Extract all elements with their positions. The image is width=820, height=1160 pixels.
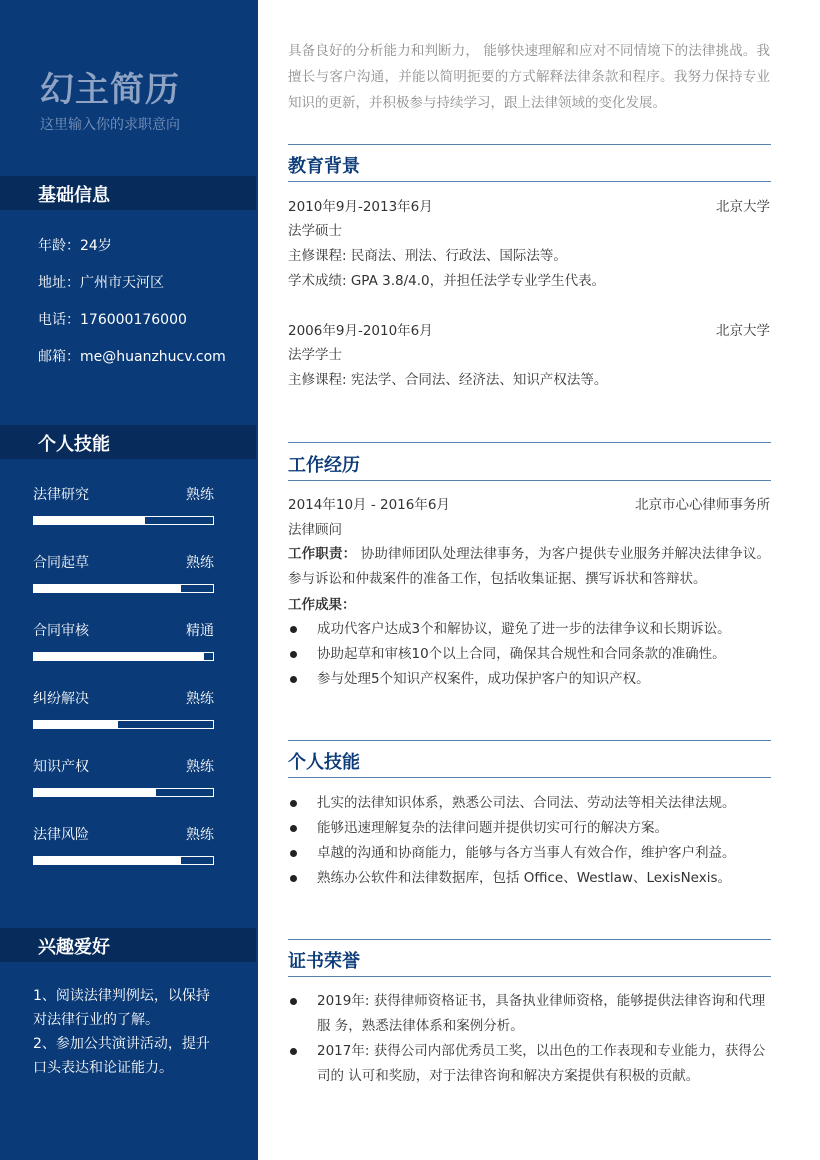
honors-title: 证书荣誉 xyxy=(288,951,360,972)
skill-name: 合同审核 xyxy=(33,623,89,639)
list-item-text: 熟练办公软件和法律数据库，包括 Office、Westlaw、LexisNexis。 xyxy=(317,870,732,886)
info-address: 地址：广州市天河区 xyxy=(38,275,164,291)
list-item-text: 参与处理5个知识产权案件，成功保护客户的知识产权。 xyxy=(317,671,650,687)
resume-name: 幻主简历 xyxy=(40,70,180,110)
info-age: 年龄：24岁 xyxy=(38,238,112,254)
bullet-icon xyxy=(290,875,297,882)
bullet-icon xyxy=(290,825,297,832)
skill-level: 熟练 xyxy=(186,555,214,571)
skills-list xyxy=(288,791,770,891)
hobby-item: 1、阅读法律判例坛，以保持对法律行业的了解。 xyxy=(33,988,210,1028)
skill-name: 知识产权 xyxy=(33,759,89,775)
list-item-text: 成功代客户达成3个和解协议，避免了进一步的法律争议和长期诉讼。 xyxy=(317,621,731,637)
skill-progress-bar xyxy=(33,788,214,797)
list-item xyxy=(288,816,770,841)
skill-level: 熟练 xyxy=(186,691,214,707)
bullet-icon xyxy=(290,676,297,683)
skill-progress-fill xyxy=(34,789,156,796)
skill-progress-bar xyxy=(33,652,214,661)
info-email: 邮箱：me@huanzhucv.com xyxy=(38,349,226,365)
job-intent: 这里输入你的求职意向 xyxy=(40,117,180,133)
edu-line: 主修课程: 民商法、刑法、行政法、国际法等。 xyxy=(288,248,567,264)
honors-list xyxy=(288,989,770,1089)
hobby-list xyxy=(33,984,223,1080)
edu-period: 2010年9月-2013年6月 xyxy=(288,199,433,215)
hobby-item: 2、参加公共演讲活动，提升口头表达和论证能力。 xyxy=(33,1036,210,1076)
work-period: 2014年10月 - 2016年6月 xyxy=(288,497,450,513)
bullet-icon xyxy=(290,850,297,857)
bullet-icon xyxy=(290,1048,297,1055)
skill-name: 法律研究 xyxy=(33,487,89,503)
section-divider xyxy=(288,480,771,481)
section-divider xyxy=(288,939,771,940)
skill-progress-bar xyxy=(33,856,214,865)
list-item-text: 能够迅速理解复杂的法律问题并提供切实可行的解决方案。 xyxy=(317,820,668,836)
edu-line: 主修课程: 宪法学、合同法、经济法、知识产权法等。 xyxy=(288,372,608,388)
list-item-text: 2017年: 获得公司内部优秀员工奖，以出色的工作表现和专业能力，获得公司的 认可和奖励，对于法律咨询和解决方案提供有积极的贡献。 xyxy=(317,1043,766,1084)
bullet-icon xyxy=(290,651,297,658)
section-divider xyxy=(288,442,771,443)
basic-info-title: 基础信息 xyxy=(38,185,110,206)
skill-level: 熟练 xyxy=(186,827,214,843)
section-divider xyxy=(288,976,771,977)
list-item xyxy=(288,1039,770,1089)
hobby-title: 兴趣爱好 xyxy=(38,937,110,958)
bullet-icon xyxy=(290,626,297,633)
skill-progress-bar xyxy=(33,720,214,729)
edu-school: 北京大学 xyxy=(716,199,770,215)
education-title: 教育背景 xyxy=(288,156,360,177)
skill-level: 精通 xyxy=(186,623,214,639)
skills-header xyxy=(0,425,256,459)
bullet-icon xyxy=(290,998,297,1005)
work-title: 工作经历 xyxy=(288,455,360,476)
basic-info-header xyxy=(0,176,256,210)
edu-line: 学术成绩: GPA 3.8/4.0，并担任法学专业学生代表。 xyxy=(288,273,606,289)
hobby-header xyxy=(0,928,256,962)
section-divider xyxy=(288,144,771,145)
work-duty xyxy=(288,542,770,592)
intro-text: 具备良好的分析能力和判断力， 能够快速理解和应对不同情境下的法律挑战。我擅长与客户沟通，并能以简明扼要的方式解释法律条款和程序。我努力保持专业知识的更新，并积极参与持续学习，跟上法律领域的变化发展。 xyxy=(288,43,770,111)
info-phone: 电话：176000176000 xyxy=(38,312,187,328)
work-results xyxy=(288,617,770,692)
list-item xyxy=(288,617,770,642)
list-item xyxy=(288,642,770,667)
bullet-icon xyxy=(290,800,297,807)
list-item xyxy=(288,667,770,692)
skill-level: 熟练 xyxy=(186,759,214,775)
list-item xyxy=(288,791,770,816)
skill-progress-bar xyxy=(33,584,214,593)
skill-progress-fill xyxy=(34,653,204,660)
skill-progress-fill xyxy=(34,857,181,864)
result-label: 工作成果： xyxy=(288,597,356,613)
section-divider xyxy=(288,740,771,741)
duty-text: 协助律师团队处理法律事务，为客户提供专业服务并解决法律争议。 参与诉讼和仲裁案件的准备工作，包括收集证据、撰写诉状和答辩状。 xyxy=(288,546,771,587)
edu-header-2 xyxy=(288,319,770,343)
list-item xyxy=(288,866,770,891)
duty-label: 工作职责： xyxy=(288,546,357,562)
edu-degree: 法学学士 xyxy=(288,347,342,363)
edu-period: 2006年9月-2010年6月 xyxy=(288,323,433,339)
skills-section-title: 个人技能 xyxy=(288,752,360,773)
work-company: 北京市心心律师事务所 xyxy=(635,497,770,513)
list-item xyxy=(288,841,770,866)
skill-progress-fill xyxy=(34,585,181,592)
sidebar xyxy=(0,0,258,1160)
skill-name: 纠纷解决 xyxy=(33,691,89,707)
skills-title: 个人技能 xyxy=(38,434,110,455)
list-item-text: 协助起草和审核10个以上合同，确保其合规性和合同条款的准确性。 xyxy=(317,646,726,662)
work-role: 法律顾问 xyxy=(288,522,342,538)
skill-name: 法律风险 xyxy=(33,827,89,843)
edu-degree: 法学硕士 xyxy=(288,223,342,239)
skill-progress-fill xyxy=(34,517,145,524)
skill-name: 合同起草 xyxy=(33,555,89,571)
section-divider xyxy=(288,181,771,182)
list-item-text: 扎实的法律知识体系，熟悉公司法、合同法、劳动法等相关法律法规。 xyxy=(317,795,736,811)
list-item-text: 卓越的沟通和协商能力，能够与各方当事人有效合作，维护客户利益。 xyxy=(317,845,736,861)
list-item-text: 2019年: 获得律师资格证书，具备执业律师资格，能够提供法律咨询和代理服 务，熟悉法律体系和案例分析。 xyxy=(317,993,766,1034)
edu-school: 北京大学 xyxy=(716,323,770,339)
work-header xyxy=(288,493,770,517)
skill-level: 熟练 xyxy=(186,487,214,503)
skill-progress-bar xyxy=(33,516,214,525)
section-divider xyxy=(288,777,771,778)
skill-progress-fill xyxy=(34,721,118,728)
edu-header-1 xyxy=(288,195,770,219)
list-item xyxy=(288,989,770,1039)
